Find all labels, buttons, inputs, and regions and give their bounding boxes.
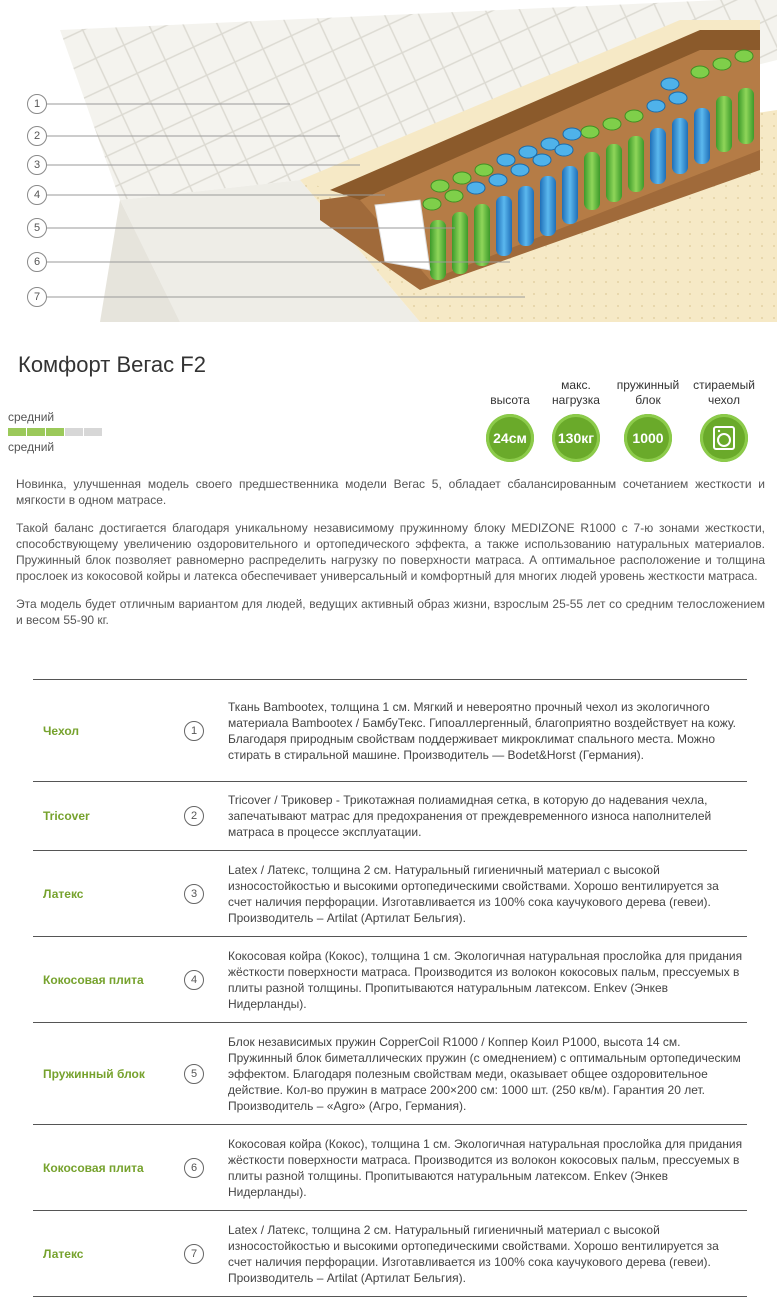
description-paragraph: Новинка, улучшенная модель своего предшественника модели Вегас 5, обладает сбалансированным сочетанием жесткости и мягкости в одном матрасе. — [16, 477, 765, 507]
feature-label: высота — [490, 393, 530, 407]
layer-row — [33, 1125, 747, 1211]
layer-row — [33, 1023, 747, 1125]
firmness-label-bottom: средний — [8, 440, 55, 454]
layer-description: Latex / Латекс, толщина 2 см. Натуральный гигиеничный материал с высокой износостойкостью и высокими ортопедическими свойствами. Хорошо вентилируется за счет наличия перфорации. Изготавливается из 100% сока каучукового дерева (гевеи). Производитель – Artilat (Артилат Бельгия). — [228, 1222, 719, 1285]
washing-machine-glyph — [711, 425, 737, 451]
layer-number: 6 — [184, 1158, 204, 1178]
firmness-segment — [46, 428, 64, 436]
callout-1: 1 — [27, 94, 47, 114]
feature-height — [474, 376, 546, 462]
layer-name: Латекс — [43, 1246, 84, 1261]
layer-name: Кокосовая плита — [43, 972, 144, 987]
layer-row — [33, 851, 747, 937]
feature-value: 1000 — [632, 430, 664, 446]
feature-spring-block — [612, 376, 684, 462]
feature-washable-cover — [688, 376, 760, 462]
layer-row — [33, 1211, 747, 1297]
firmness-bar — [8, 428, 118, 436]
layer-number: 7 — [184, 1244, 204, 1264]
layer-description: Кокосовая койра (Кокос), толщина 1 см. Экологичная натуральная прослойка для придания жёсткости поверхности матраса. Производится из волокон кокосовых пальм, прессуемых в плиты разной толщины. Пропитываются натуральным латексом. Enkev (Энкев Нидерланды). — [228, 948, 743, 1011]
layer-description: Кокосовая койра (Кокос), толщина 1 см. Экологичная натуральная прослойка для придания жёсткости поверхности матраса. Производится из волокон кокосовых пальм, прессуемых в плиты разной толщины. Пропитываются натуральным латексом. Enkev (Энкев Нидерланды). — [228, 1136, 743, 1199]
layer-row — [33, 782, 747, 851]
callout-5: 5 — [27, 218, 47, 238]
layer-number: 5 — [184, 1064, 204, 1084]
firmness-indicator — [8, 410, 118, 454]
layer-name: Tricover — [43, 809, 90, 823]
feature-label: пружинный блок — [616, 378, 680, 407]
product-description — [16, 476, 765, 640]
feature-value: 24см — [493, 430, 527, 446]
layers-table — [33, 679, 747, 1297]
layer-row — [33, 937, 747, 1023]
layer-description: Latex / Латекс, толщина 2 см. Натуральный гигиеничный материал с высокой износостойкостью и высокими ортопедическими свойствами. Хорошо вентилируется за счет наличия перфорации. Изготавливается из 100% сока каучукового дерева (гевеи). Производитель – Artilat (Артилат Бельгия). — [228, 862, 719, 925]
firmness-label-top: средний — [8, 410, 55, 424]
product-title: Комфорт Вегас F2 — [18, 352, 206, 377]
feature-value: 130кг — [557, 430, 595, 446]
layer-row — [33, 680, 747, 782]
feature-label: макс. нагрузка — [552, 378, 600, 407]
firmness-segment — [84, 428, 102, 436]
mattress-cutaway-illustration — [0, 0, 777, 322]
firmness-segment — [8, 428, 26, 436]
layer-number: 4 — [184, 970, 204, 990]
callout-6: 6 — [27, 252, 47, 272]
callout-2: 2 — [27, 126, 47, 146]
description-paragraph: Эта модель будет отличным вариантом для людей, ведущих активный образ жизни, взрослым 25-55 лет со средним телосложением и весом 55-90 кг. — [16, 597, 765, 627]
weight-icon — [552, 414, 600, 462]
feature-badges — [474, 376, 764, 466]
feature-label: стираемый чехол — [693, 378, 755, 407]
layer-description: Ткань Bambootex, толщина 1 см. Мягкий и невероятно прочный чехол из экологичного материала Bambootex / БамбуТекс. Гипоаллергенный, благоприятно воздействует на кожу. Благодаря природным свойствам поддерживает микроклимат спального места. Можно стирать в стиральной машине. Производитель — Bodet&Horst (Германия). — [228, 699, 737, 762]
layer-name: Кокосовая плита — [43, 1160, 144, 1175]
layer-name: Латекс — [43, 886, 84, 901]
callout-3: 3 — [27, 155, 47, 175]
feature-max-load — [540, 376, 612, 462]
firmness-segment — [27, 428, 45, 436]
layer-number: 1 — [184, 721, 204, 741]
height-icon — [486, 414, 534, 462]
callout-4: 4 — [27, 185, 47, 205]
layer-description: Блок независимых пружин CopperCoil R1000 / Коппер Коил Р1000, высота 14 см. Пружинный блок биметаллических пружин (с омеднением) с оптимальным ортопедическим эффектом. Благодаря полезным свойствам меди, оказывает общее оздоровительное действие. Кол-во пружин в матрасе 200×200 см: 1000 шт. (250 кв/м). Гарантия 20 лет. Производитель – «Agro» (Агро, Германия). — [228, 1034, 741, 1113]
washing-machine-icon — [700, 414, 748, 462]
callout-markers — [0, 0, 777, 322]
layer-name: Пружинный блок — [43, 1066, 145, 1081]
layer-name: Чехол — [43, 723, 79, 738]
callout-7: 7 — [27, 287, 47, 307]
layer-number: 2 — [184, 806, 204, 826]
firmness-segment — [65, 428, 83, 436]
spring-block-icon — [624, 414, 672, 462]
layer-number: 3 — [184, 884, 204, 904]
layer-description: Tricover / Триковер - Трикотажная полиамидная сетка, в которую до надевания чехла, запечатывают матрас для предохранения от преждевременного износа наполнителей матраса в процессе эксплуатации. — [228, 793, 712, 839]
description-paragraph: Такой баланс достигается благодаря уникальному независимому пружинному блоку MEDIZONE R1000 с 7-ю зонами жесткости, способствующему увеличению оздоровительного и ортопедического эффекта, а также использованию натуральных материалов. Пружинный блок позволяет равномерно распределить нагрузку по поверхности матраса. А оптимальное расположение и толщина прослоек из кокосовой койры и латекса обеспечивает универсальный и комфортный для многих людей уровень жесткости матраса. — [16, 521, 765, 583]
